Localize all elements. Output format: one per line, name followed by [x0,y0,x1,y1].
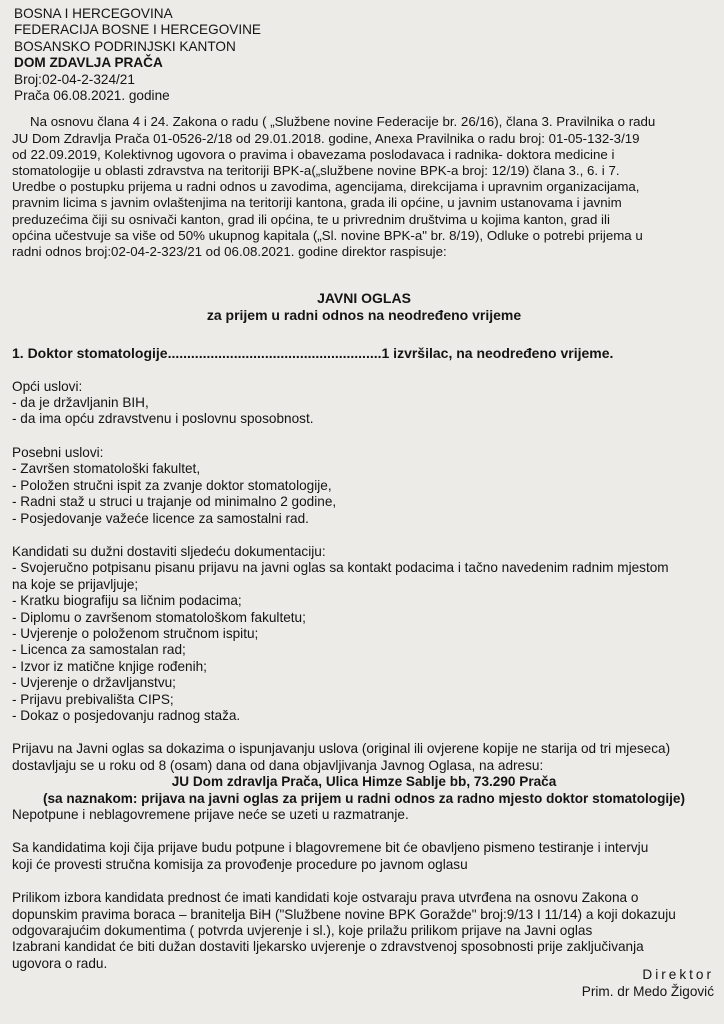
list-item: - Prijavu prebivališta CIPS; [12,691,174,707]
priority-line: odgovarajućim dokumentima ( potvrda uvjerenje i sl.), koje prilažu prilikom prijave na Javni oglas [12,923,593,939]
submission-line: dostavljaju se u roku od 8 (osam) dana od dana objavljivanja Javnog Oglasa, na adresu: [12,757,544,773]
list-item: - Kratku biografiju sa ličnim podacima; [12,593,242,609]
list-item: - Uvjerenje o položenom stručnom ispitu; [12,625,259,641]
intro-line: Uredbe o postupku prijema u radni odnos u zavodima, agencijama, direkcijama i upravnim organizacijama, [12,179,640,195]
special-conditions-heading: Posebni uslovi: [12,444,104,460]
list-item: - Izvor iz matične knjige rođenih; [12,658,207,674]
header-organization: DOM ZDAVLJA PRAČA [14,55,163,71]
signature-block [582,966,714,1000]
document-header [14,6,716,104]
intro-line: preduzećima čiji su osnivači kanton, grad ili općina, te u privrednim društvima u kojima kanton, grad ili [12,211,610,227]
intro-line: JU Dom Zdravlja Prača 01-0526-2/18 od 29.01.2018. godine, Anexa Pravilnika o radu broj: 01-05-132-3/19 [12,130,640,146]
submission-note: (sa naznakom: prijava na javni oglas za prijem u radni odnos za radno mjesto doktor stomatologije) [42,790,686,806]
general-conditions-heading: Opći uslovi: [12,378,83,394]
submission-address: JU Dom zdravlja Prača, Ulica Himze Sablje bb, 73.290 Prača [171,774,557,790]
list-item: - Dokaz o posjedovanju radnog staža. [12,707,241,723]
title-subtitle: za prijem u radni odnos na neodređeno vrijeme [206,307,522,324]
intro-line: Na osnovu člana 4 i 24. Zakona o radu ( „Službene novine Federacije br. 26/16), člana 3. Pravilnika o radu [30,114,656,130]
testing-paragraph [12,840,716,873]
priority-line: ugovora o radu. [12,955,108,971]
signature-role: Direktor [642,967,714,982]
priority-line: dopunskim pravima boraca – branitelja BiH ("Službene novine BPK Goražde" broj:9/13 I 11/14) a koji dokazuju [12,906,676,922]
submission-instructions [12,741,716,823]
header-country: BOSNA I HERCEGOVINA [14,6,173,21]
priority-line: Prilikom izbora kandidata prednost će imati kandidati koje ostvaraju prava utvrđena na osnovu Zakona o [12,890,639,906]
intro-line: pravnim licima s javnim ovlaštenjima na teritoriji kantona, grada ili općine, u javnim ustanovama i javnim [12,195,622,211]
special-conditions [12,445,716,527]
header-federation: FEDERACIJA BOSNE I HERCEGOVINE [14,22,262,38]
general-conditions [12,379,716,428]
header-date: Prača 06.08.2021. godine [14,88,170,104]
list-item: - Posjedovanje važeće licence za samostalni rad. [12,510,309,526]
position-line: 1. Doktor stomatologije.......................................................1 izvršilac, na neodređeno vrijeme. [12,345,614,362]
announcement-title [12,290,716,324]
intro-paragraph [12,114,716,260]
list-item: - Diplomu o završenom stomatološkom fakultetu; [12,609,306,625]
priority-paragraph [12,890,716,972]
list-item: - Licenca za samostalan rad; [12,642,186,658]
testing-line: koji će provesti stručna komisija za provođenje procedure po javnom oglasu [12,856,468,872]
required-documents-heading: Kandidati su dužni dostaviti sljedeću dokumentaciju: [12,543,326,559]
signature-name: Prim. dr Medo Žigović [581,984,714,999]
intro-line: od 22.09.2019, Kolektivnog ugovora o pravima i obavezama poslodavaca i radnika- doktora medicine i [12,146,615,162]
list-item: - Završen stomatološki fakultet, [12,461,201,477]
priority-line: Izabrani kandidat će biti dužan dostaviti ljekarsko uvjerenje o zdravstvenoj sposobnosti prije zaključivanja [12,939,644,955]
intro-line: općina učestvuje sa više od 50% ukupnog kapitala („Sl. novine BPK-a" br. 8/19), Odluke o potrebi prijema u [12,227,643,243]
header-reference-number: Broj:02-04-2-324/21 [14,71,135,87]
list-item: - Radni staž u struci u trajanje od minimalno 2 godine, [12,494,337,510]
submission-line: Nepotpune i neblagovremene prijave neće se uzeti u razmatranje. [12,807,409,823]
list-item: na koje se prijavljuje; [12,576,139,592]
intro-line: radni odnos broj:02-04-2-323/21 od 06.08.2021. godine direktor raspisuje: [12,244,447,260]
required-documents [12,544,716,724]
list-item: - da je državljanin BIH, [12,395,149,411]
list-item: - Svojeručno potpisanu pisanu prijavu na javni oglas sa kontakt podacima i tačno navedenim radnim mjestom [12,560,669,576]
header-canton: BOSANSKO PODRINJSKI KANTON [14,38,236,54]
title-main: JAVNI OGLAS [317,290,411,307]
submission-line: Prijavu na Javni oglas sa dokazima o ispunjavanju uslova (original ili ovjerene kopije ne starija od tri mjeseca) [12,741,671,757]
testing-line: Sa kandidatima koji čija prijave budu potpune i blagovremene bit će obavljeno pismeno testiranje i intervju [12,840,649,856]
list-item: - da ima opću zdravstvenu i poslovnu sposobnost. [12,411,314,427]
list-item: - Položen stručni ispit za zvanje doktor stomatologije, [12,477,332,493]
intro-line: stomatologije u oblasti zdravstva na teritoriji BPK-a(„službene novine BPK-a broj: 12/19) člana 3., 6. i 7. [12,163,620,179]
list-item: - Uvjerenje o državljanstvu; [12,675,176,691]
